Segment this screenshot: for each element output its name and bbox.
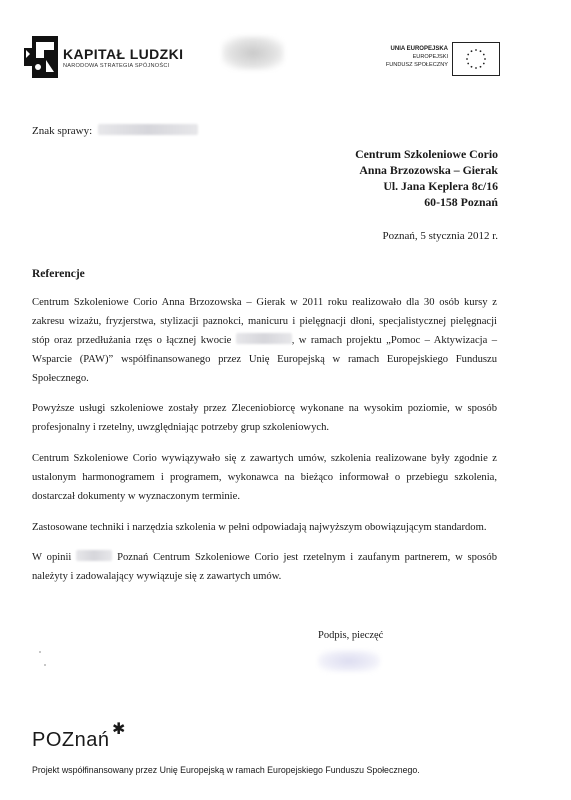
paragraph-3: Centrum Szkoleniowe Corio wywiązywało się z zawartych umów, szkolenia realizowane były zgodnie z ustalonym harmonogramem i programem, wykonawca na bieżąco informował o przebiegu szkolenia, dostarczał dokumenty w wyznaczonym terminie. [32,453,497,502]
letter-title: Referencje [32,268,85,280]
letter-date: Poznań, 5 stycznia 2012 r. [382,230,498,242]
eu-text [360,45,448,69]
kapital-ludzki-logo-icon [24,36,58,78]
recipient-line-1: Centrum Szkoleniowe Corio [355,147,498,161]
logo-subtitle: NARODOWA STRATEGIA SPÓJNOŚCI [63,63,170,69]
paragraph-5-part-a: W opinii [32,552,72,563]
paragraph-2: Powyższe usługi szkoleniowe zostały przez Zleceniobiorcę wykonane na wysokim poziomie, w sposób profesjonalny i rzetelny, uwzględniając potrzeby grup szkoleniowych. [32,403,497,433]
eu-line-1: UNIA EUROPEJSKA [390,46,448,52]
redacted-stamp [318,650,380,672]
poznan-logo: POZnań [32,729,110,751]
paragraph-1-part-b: , w ramach projektu „Pomoc – Aktywizacja – Wsparcie (PAW)” współfinansowanego przez Unię Europejską w ramach Europejskiego Funduszu Społecznego. [32,335,497,384]
recipient-line-2: Anna Brzozowska – Gierak [359,163,498,177]
paragraph-1-part-a: Centrum Szkoleniowe Corio Anna Brzozowska – Gierak w 2011 roku realizowało dla 30 osób kursy z zakresu wizażu, fryzjerstwa, stylizacji paznokci, manicuru i pielęgnacji dłoni, specjalistycznej pielęgnacji stóp oraz przedłużania rzęs o łącznej kwocie [32,297,497,346]
logo-title: KAPITAŁ LUDZKI [63,46,184,62]
star-icon: ✱ [112,721,126,738]
reference-label: Znak sprawy: [32,125,93,137]
paragraph-5 [32,548,497,586]
eu-flag-icon [452,42,500,76]
redacted-amount [236,333,292,344]
paragraph-5-part-b: Poznań Centrum Szkoleniowe Corio jest rzetelnym i zaufanym partnerem, w sposób należyty i zadowalający wywiązuje się z zawartych umów. [32,552,497,582]
recipient-address [355,146,498,210]
eu-line-3: FUNDUSZ SPOŁECZNY [385,62,448,68]
recipient-line-4: 60-158 Poznań [424,195,498,209]
eu-line-2: EUROPEJSKI [412,54,448,60]
scan-speck [39,651,41,653]
reference-line [32,124,198,137]
redacted-organization [76,550,112,561]
recipient-line-3: Ul. Jana Keplera 8c/16 [383,179,498,193]
redacted-reference [98,124,198,135]
redacted-logo [222,36,284,70]
paragraph-1 [32,293,497,388]
paragraph-4: Zastosowane techniki i narzędzia szkolenia w pełni odpowiadają najwyższym obowiązującym standardom. [32,522,487,533]
signature-label: Podpis, pieczęć [318,630,384,641]
scan-speck [44,664,46,666]
footer-note: Projekt współfinansowany przez Unię Europejską w ramach Europejskiego Funduszu Społecznego. [32,765,420,775]
